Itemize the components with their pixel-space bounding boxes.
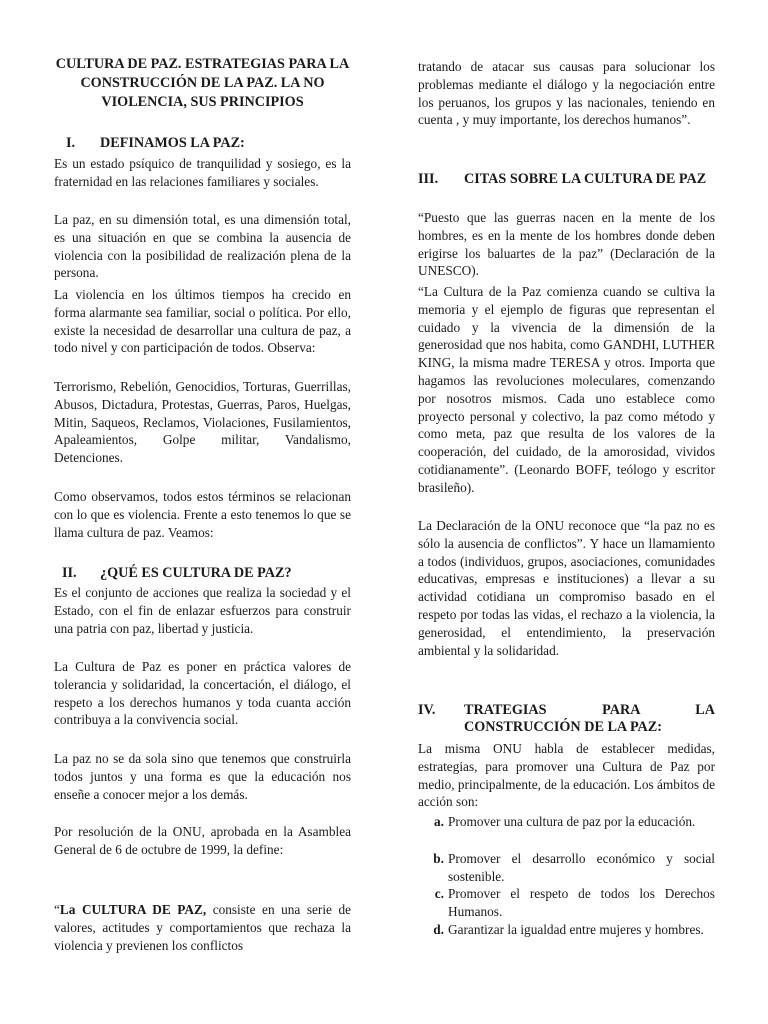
section-4-title-line-2: CONSTRUCCIÓN DE LA PAZ:: [464, 719, 662, 735]
section-1-title: DEFINAMOS LA PAZ:: [100, 135, 245, 151]
s2-quote-open: “: [54, 902, 60, 917]
list-item: [418, 885, 715, 921]
list-item: [418, 850, 715, 886]
list-item-text: Promover el desarrollo económico y social sostenible.: [448, 851, 715, 884]
section-4-title-line-1: TRATEGIAS PARA LA: [464, 702, 715, 718]
s3-unesco-quote: “Puesto que las guerras nacen en la mente de los hombres, es en la mente de los hombres donde deben erigirse los baluartes de la paz” (Declaración de la UNESCO).: [418, 210, 715, 279]
s2-paragraph-2: La Cultura de Paz es poner en práctica valores de tolerancia y solidaridad, la concertación, el diálogo, el respeto a los derechos humanos y toda cuanta acción contribuya a la convivencia social.: [54, 659, 351, 728]
s2-quote-term: La CULTURA DE PAZ,: [59, 902, 207, 917]
section-2-title: ¿QUÉ ES CULTURA DE PAZ?: [100, 565, 292, 581]
s2-quote: [54, 901, 351, 954]
s1-violence-terms: Terrorismo, Rebelión, Genocidios, Torturas, Guerrillas, Abusos, Dictadura, Protestas, Guerras, Paros, Huelgas, Mitin, Saqueos, Reclamos, Violaciones, Fusilamientos, Apaleamientos, Golpe militar, Vandalismo, Detenciones.: [54, 379, 351, 466]
s2-quote-continuation: tratando de atacar sus causas para solucionar los problemas mediante el diálogo y la negociación entre los peruanos, los grupos y las nacionales, teniendo en cuenta , y muy importante, los derechos humanos”.: [418, 59, 715, 128]
list-item: [418, 813, 715, 831]
list-marker: c.: [434, 886, 444, 901]
section-2-number: II.: [62, 565, 77, 581]
section-3-title: CITAS SOBRE LA CULTURA DE PAZ: [464, 171, 707, 187]
list-item-text: Promover el respeto de todos los Derechos Humanos.: [448, 886, 715, 919]
s2-paragraph-4: Por resolución de la ONU, aprobada en la Asamblea General de 6 de octubre de 1999, la define:: [54, 824, 351, 857]
list-item-text: Promover una cultura de paz por la educación.: [448, 814, 696, 829]
section-3-number: III.: [418, 171, 439, 187]
document-title: CULTURA DE PAZ. ESTRATEGIAS PARA LA CONSTRUCCIÓN DE LA PAZ. LA NO VIOLENCIA, SUS PRINCIPIOS: [55, 56, 350, 110]
list-item: [418, 921, 715, 939]
list-marker: a.: [434, 814, 444, 829]
list-item-text: Garantizar la igualdad entre mujeres y hombres.: [448, 922, 704, 937]
list-marker: b.: [433, 851, 444, 866]
s2-paragraph-3: La paz no se da sola sino que tenemos que construirla todos juntos y una forma es que la educación nos enseñe a conocer mejor a los demás.: [54, 751, 351, 802]
s1-paragraph-5: Como observamos, todos estos términos se relacionan con lo que es violencia. Frente a esto tenemos lo que se llama cultura de paz. Veamos:: [54, 489, 351, 540]
s1-paragraph-1: Es un estado psíquico de tranquilidad y sosiego, es la fraternidad en las relaciones familiares y sociales.: [54, 156, 351, 189]
s2-quote-text: consiste en una serie de valores, actitudes y comportamientos que rechaza la violencia y previenen los conflictos: [54, 902, 351, 953]
s1-paragraph-3: La violencia en los últimos tiempos ha crecido en forma alarmante sea familiar, social o política. Por ello, existe la necesidad de desarrollar una cultura de paz, a todo nivel y con participación de todos. Observa:: [54, 287, 351, 356]
section-1-heading: [54, 135, 351, 152]
s3-onu-declaration: La Declaración de la ONU reconoce que “la paz no es sólo la ausencia de conflictos”. Y hace un llamamiento a todos (individuos, grupos, asociaciones, comunidades educativas, empresas e instituciones) a llevar a su actividad cotidiana un compromiso basado en el respeto por todas las vidas, el rechazo a la violencia, la generosidad, el entendimiento, la preservación ambiental y la solidaridad.: [418, 518, 715, 658]
s2-paragraph-1: Es el conjunto de acciones que realiza la sociedad y el Estado, con el fin de enlazar esfuerzos para construir una patria con paz, libertad y justicia.: [54, 585, 351, 636]
s1-paragraph-2: La paz, en su dimensión total, es una dimensión total, es una situación en que se combina la ausencia de violencia con la posibilidad de realización plena de la persona.: [54, 212, 351, 281]
list-marker: d.: [433, 922, 444, 937]
section-4-number: IV.: [418, 702, 436, 718]
section-4-heading: [418, 702, 715, 736]
section-1-number: I.: [66, 135, 76, 151]
section-3-heading: [418, 171, 715, 188]
s4-intro: La misma ONU habla de establecer medidas, estrategias, para promover una Cultura de Paz por medio, principalmente, de la educación. Los ámbitos de acción son:: [418, 741, 715, 810]
section-2-heading: [54, 565, 351, 582]
s3-boff-quote: “La Cultura de la Paz comienza cuando se cultiva la memoria y el ejemplo de figuras que representan el cuidado y la vivencia de la dimensión de la generosidad que nos habita, como GANDHI, LUTHER KING, la misma madre TERESA y otros. Importa que hagamos las revoluciones moleculares, comenzando por nosotros mismos. Cada uno establece como proyecto personal y colectivo, la paz como método y como meta, paz que resulta de los valores de la cooperación, del cuidado, de la amorosidad, vividos cotidianamente”. (Leonardo BOFF, teólogo y escritor brasileño).: [418, 284, 715, 495]
